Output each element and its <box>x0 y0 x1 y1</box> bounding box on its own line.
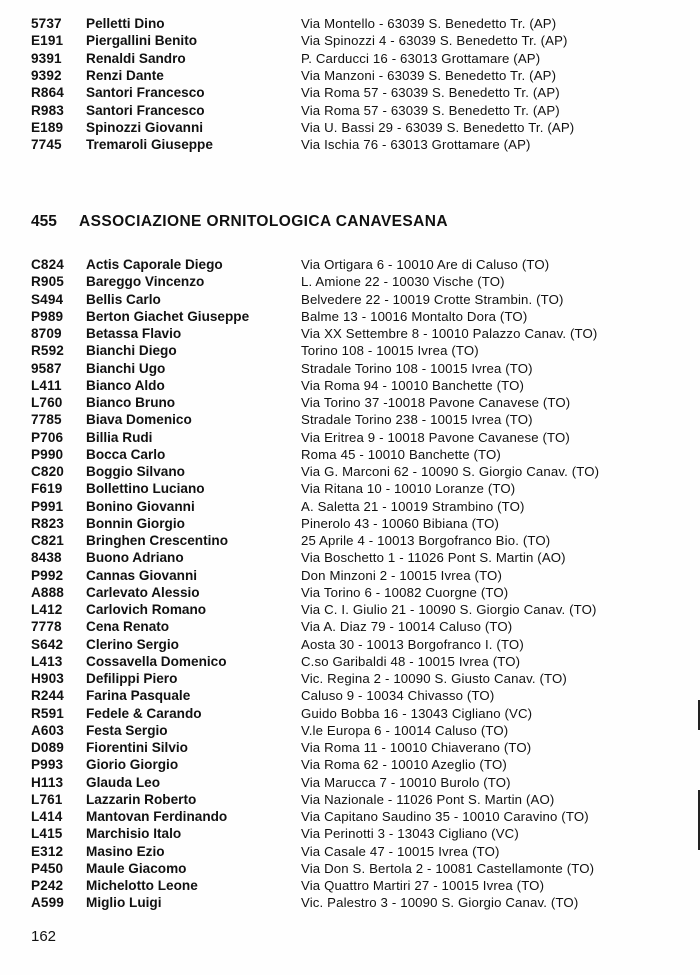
member-code: P990 <box>31 446 64 462</box>
member-code: E191 <box>31 33 64 49</box>
member-row <box>0 636 700 653</box>
member-name: Buono Adriano <box>86 550 184 566</box>
member-code: P993 <box>31 757 64 773</box>
member-name: Clerino Sergio <box>86 636 179 652</box>
member-name: Miglio Luigi <box>86 895 162 911</box>
member-code: 9392 <box>31 67 62 83</box>
member-name: Defilippi Piero <box>86 671 178 686</box>
member-row <box>0 877 700 894</box>
member-name: Bareggo Vincenzo <box>86 274 205 290</box>
member-address: Stradale Torino 238 - 10015 Ivrea (TO) <box>301 412 533 428</box>
member-code: L413 <box>31 653 63 669</box>
member-code: R244 <box>31 688 64 704</box>
member-row <box>0 653 700 670</box>
member-row <box>0 256 700 273</box>
member-row <box>0 429 700 446</box>
member-row <box>0 584 700 601</box>
member-name: Bollettino Luciano <box>86 481 205 497</box>
member-name: Berton Giachet Giuseppe <box>86 308 250 324</box>
member-name: Farina Pasquale <box>86 688 191 704</box>
member-code: R905 <box>31 274 64 290</box>
section-heading <box>31 212 448 232</box>
member-row <box>0 739 700 756</box>
member-name: Santori Francesco <box>86 85 205 101</box>
member-row <box>0 446 700 463</box>
member-name: Michelotto Leone <box>86 878 198 893</box>
member-name: Spinozzi Giovanni <box>86 119 204 135</box>
member-name: Bonnin Giorgio <box>86 515 185 531</box>
member-name: Festa Sergio <box>86 722 168 738</box>
member-row <box>0 325 700 342</box>
member-code: E312 <box>31 843 64 859</box>
member-address: Via Boschetto 1 - 11026 Pont S. Martin (AO) <box>301 550 566 566</box>
member-code: L760 <box>31 395 63 410</box>
member-address: Via Marucca 7 - 10010 Burolo (TO) <box>301 774 511 790</box>
member-name: Carlevato Alessio <box>86 584 200 600</box>
member-code: R823 <box>31 515 64 531</box>
member-row <box>0 756 700 773</box>
member-row <box>0 567 700 584</box>
member-row <box>0 32 700 49</box>
member-address: Via G. Marconi 62 - 10090 S. Giorgio Canav. (TO) <box>301 464 600 479</box>
member-code: 7785 <box>31 412 62 428</box>
member-row <box>0 377 700 394</box>
member-address: Via C. I. Giulio 21 - 10090 S. Giorgio Canav. (TO) <box>301 602 597 617</box>
member-row <box>0 894 700 911</box>
member-name: Maule Giacomo <box>86 860 187 876</box>
member-name: Bonino Giovanni <box>86 498 195 514</box>
member-code: R591 <box>31 705 64 721</box>
member-row <box>0 136 700 153</box>
member-code: P992 <box>31 567 64 583</box>
member-address: Guido Bobba 16 - 13043 Cigliano (VC) <box>301 705 533 721</box>
member-address: 25 Aprile 4 - 10013 Borgofranco Bio. (TO) <box>301 533 551 548</box>
member-code: 8709 <box>31 326 62 341</box>
member-name: Fedele & Carando <box>86 705 202 721</box>
member-name: Cannas Giovanni <box>86 567 198 583</box>
member-code: L411 <box>31 377 62 393</box>
member-code: L415 <box>31 826 63 842</box>
member-row <box>0 774 700 791</box>
member-name: Carlovich Romano <box>86 602 207 617</box>
member-code: 9391 <box>31 50 62 66</box>
member-code: H903 <box>31 671 64 686</box>
member-name: Billia Rudi <box>86 429 153 445</box>
member-code: A603 <box>31 722 64 738</box>
member-row <box>0 308 700 325</box>
member-row <box>0 394 700 411</box>
member-name: Santori Francesco <box>86 102 205 118</box>
member-address: Via Ischia 76 - 63013 Grottamare (AP) <box>301 137 531 153</box>
member-address: Via Montello - 63039 S. Benedetto Tr. (AP) <box>301 16 557 31</box>
member-address: Via Eritrea 9 - 10018 Pavone Cavanese (TO) <box>301 429 570 445</box>
member-row <box>0 808 700 825</box>
member-code: R592 <box>31 343 64 359</box>
member-name: Actis Caporale Diego <box>86 257 223 272</box>
member-name: Bianchi Ugo <box>86 360 166 376</box>
section-number: 455 <box>31 213 57 230</box>
member-row <box>0 549 700 566</box>
member-address: Roma 45 - 10010 Banchette (TO) <box>301 446 501 462</box>
member-row <box>0 532 700 549</box>
member-name: Mantovan Ferdinando <box>86 809 228 824</box>
member-row <box>0 480 700 497</box>
member-name: Bianchi Diego <box>86 343 177 359</box>
member-address: A. Saletta 21 - 10019 Strambino (TO) <box>301 498 525 514</box>
member-name: Biava Domenico <box>86 412 192 428</box>
member-code: P450 <box>31 860 64 876</box>
member-address: Torino 108 - 10015 Ivrea (TO) <box>301 343 479 359</box>
member-address: Via Spinozzi 4 - 63039 S. Benedetto Tr. (AP) <box>301 33 568 49</box>
member-name: Pelletti Dino <box>86 16 165 31</box>
member-row <box>0 791 700 808</box>
member-address: Belvedere 22 - 10019 Crotte Strambin. (TO) <box>301 291 564 307</box>
member-row <box>0 102 700 119</box>
member-code: L414 <box>31 809 63 824</box>
member-address: Via Roma 62 - 10010 Azeglio (TO) <box>301 757 507 773</box>
member-code: D089 <box>31 740 64 755</box>
member-code: P706 <box>31 429 64 445</box>
member-address: Via Casale 47 - 10015 Ivrea (TO) <box>301 843 500 859</box>
member-name: Boggio Silvano <box>86 464 185 479</box>
member-address: Via Roma 57 - 63039 S. Benedetto Tr. (AP) <box>301 102 560 118</box>
member-row <box>0 15 700 32</box>
member-row <box>0 273 700 290</box>
member-code: S494 <box>31 291 64 307</box>
member-code: P242 <box>31 878 64 893</box>
member-code: R983 <box>31 102 64 118</box>
member-address: C.so Garibaldi 48 - 10015 Ivrea (TO) <box>301 653 521 669</box>
member-name: Betassa Flavio <box>86 326 182 341</box>
member-address: Via Roma 94 - 10010 Banchette (TO) <box>301 377 525 393</box>
member-row <box>0 860 700 877</box>
member-address: Don Minzoni 2 - 10015 Ivrea (TO) <box>301 567 502 583</box>
member-name: Bianco Aldo <box>86 377 165 393</box>
member-address: Via A. Diaz 79 - 10014 Caluso (TO) <box>301 619 513 635</box>
member-code: H113 <box>31 774 64 790</box>
member-row <box>0 687 700 704</box>
member-name: Bocca Carlo <box>86 446 166 462</box>
member-code: R864 <box>31 85 64 101</box>
member-row <box>0 825 700 842</box>
member-name: Cossavella Domenico <box>86 653 227 669</box>
member-address: Via Quattro Martiri 27 - 10015 Ivrea (TO) <box>301 878 545 893</box>
member-code: C821 <box>31 533 64 548</box>
member-row <box>0 705 700 722</box>
member-address: Via Torino 37 -10018 Pavone Canavese (TO) <box>301 395 571 410</box>
member-code: 7745 <box>31 137 62 153</box>
member-row <box>0 84 700 101</box>
member-address: Aosta 30 - 10013 Borgofranco I. (TO) <box>301 636 524 652</box>
member-row <box>0 360 700 377</box>
member-code: E189 <box>31 119 64 135</box>
member-name: Bringhen Crescentino <box>86 533 228 548</box>
member-row <box>0 463 700 480</box>
member-code: P989 <box>31 308 64 324</box>
member-code: C824 <box>31 257 64 272</box>
member-address: L. Amione 22 - 10030 Vische (TO) <box>301 274 505 290</box>
member-row <box>0 722 700 739</box>
member-code: S642 <box>31 636 64 652</box>
member-address: Vic. Regina 2 - 10090 S. Giusto Canav. (TO) <box>301 671 567 686</box>
member-name: Glauda Leo <box>86 774 161 790</box>
member-name: Renzi Dante <box>86 67 164 83</box>
member-address: Via Don S. Bertola 2 - 10081 Castellamonte (TO) <box>301 860 595 876</box>
member-row <box>0 411 700 428</box>
member-address: Via Ritana 10 - 10010 Loranze (TO) <box>301 481 516 497</box>
member-row <box>0 515 700 532</box>
section-title: ASSOCIAZIONE ORNITOLOGICA CANAVESANA <box>79 213 448 230</box>
member-address: Via Roma 57 - 63039 S. Benedetto Tr. (AP) <box>301 85 560 101</box>
member-code: A599 <box>31 895 64 911</box>
member-name: Cena Renato <box>86 619 170 635</box>
member-row <box>0 119 700 136</box>
member-address: Via Roma 11 - 10010 Chiaverano (TO) <box>301 740 532 755</box>
member-address: Via XX Settembre 8 - 10010 Palazzo Canav. (TO) <box>301 326 598 341</box>
member-name: Lazzarin Roberto <box>86 791 197 807</box>
page-number: 162 <box>31 928 57 945</box>
member-address: Via Manzoni - 63039 S. Benedetto Tr. (AP) <box>301 67 557 83</box>
member-address: Via Perinotti 3 - 13043 Cigliano (VC) <box>301 826 519 842</box>
member-name: Renaldi Sandro <box>86 50 186 66</box>
member-row <box>0 342 700 359</box>
member-address: Balme 13 - 10016 Montalto Dora (TO) <box>301 308 528 324</box>
member-address: P. Carducci 16 - 63013 Grottamare (AP) <box>301 50 541 66</box>
member-code: L761 <box>31 791 63 807</box>
member-row <box>0 601 700 618</box>
member-row <box>0 498 700 515</box>
member-address: Vic. Palestro 3 - 10090 S. Giorgio Canav. (TO) <box>301 895 579 911</box>
member-address: Via U. Bassi 29 - 63039 S. Benedetto Tr. (AP) <box>301 119 575 135</box>
member-row <box>0 843 700 860</box>
member-row <box>0 670 700 687</box>
member-address: Via Capitano Saudino 35 - 10010 Caravino (TO) <box>301 809 589 824</box>
member-row <box>0 67 700 84</box>
member-name: Bianco Bruno <box>86 395 176 410</box>
member-code: F619 <box>31 481 63 497</box>
member-code: 7778 <box>31 619 62 635</box>
member-address: Via Nazionale - 11026 Pont S. Martin (AO) <box>301 791 555 807</box>
member-code: 5737 <box>31 16 62 31</box>
member-address: Via Torino 6 - 10082 Cuorgne (TO) <box>301 584 509 600</box>
member-code: L412 <box>31 602 63 617</box>
member-name: Fiorentini Silvio <box>86 740 188 755</box>
member-address: Caluso 9 - 10034 Chivasso (TO) <box>301 688 495 704</box>
member-address: Via Ortigara 6 - 10010 Are di Caluso (TO) <box>301 257 550 272</box>
member-code: C820 <box>31 464 64 479</box>
member-name: Tremaroli Giuseppe <box>86 137 213 153</box>
member-name: Masino Ezio <box>86 843 165 859</box>
member-row <box>0 50 700 67</box>
member-name: Piergallini Benito <box>86 33 198 49</box>
member-code: 9587 <box>31 360 62 376</box>
member-name: Giorio Giorgio <box>86 757 179 773</box>
member-address: Stradale Torino 108 - 10015 Ivrea (TO) <box>301 360 533 376</box>
member-address: V.le Europa 6 - 10014 Caluso (TO) <box>301 722 509 738</box>
member-address: Pinerolo 43 - 10060 Bibiana (TO) <box>301 515 500 531</box>
member-row <box>0 618 700 635</box>
member-name: Marchisio Italo <box>86 826 182 842</box>
member-code: P991 <box>31 498 64 514</box>
member-row <box>0 291 700 308</box>
member-name: Bellis Carlo <box>86 291 161 307</box>
member-code: A888 <box>31 584 64 600</box>
member-code: 8438 <box>31 550 62 566</box>
